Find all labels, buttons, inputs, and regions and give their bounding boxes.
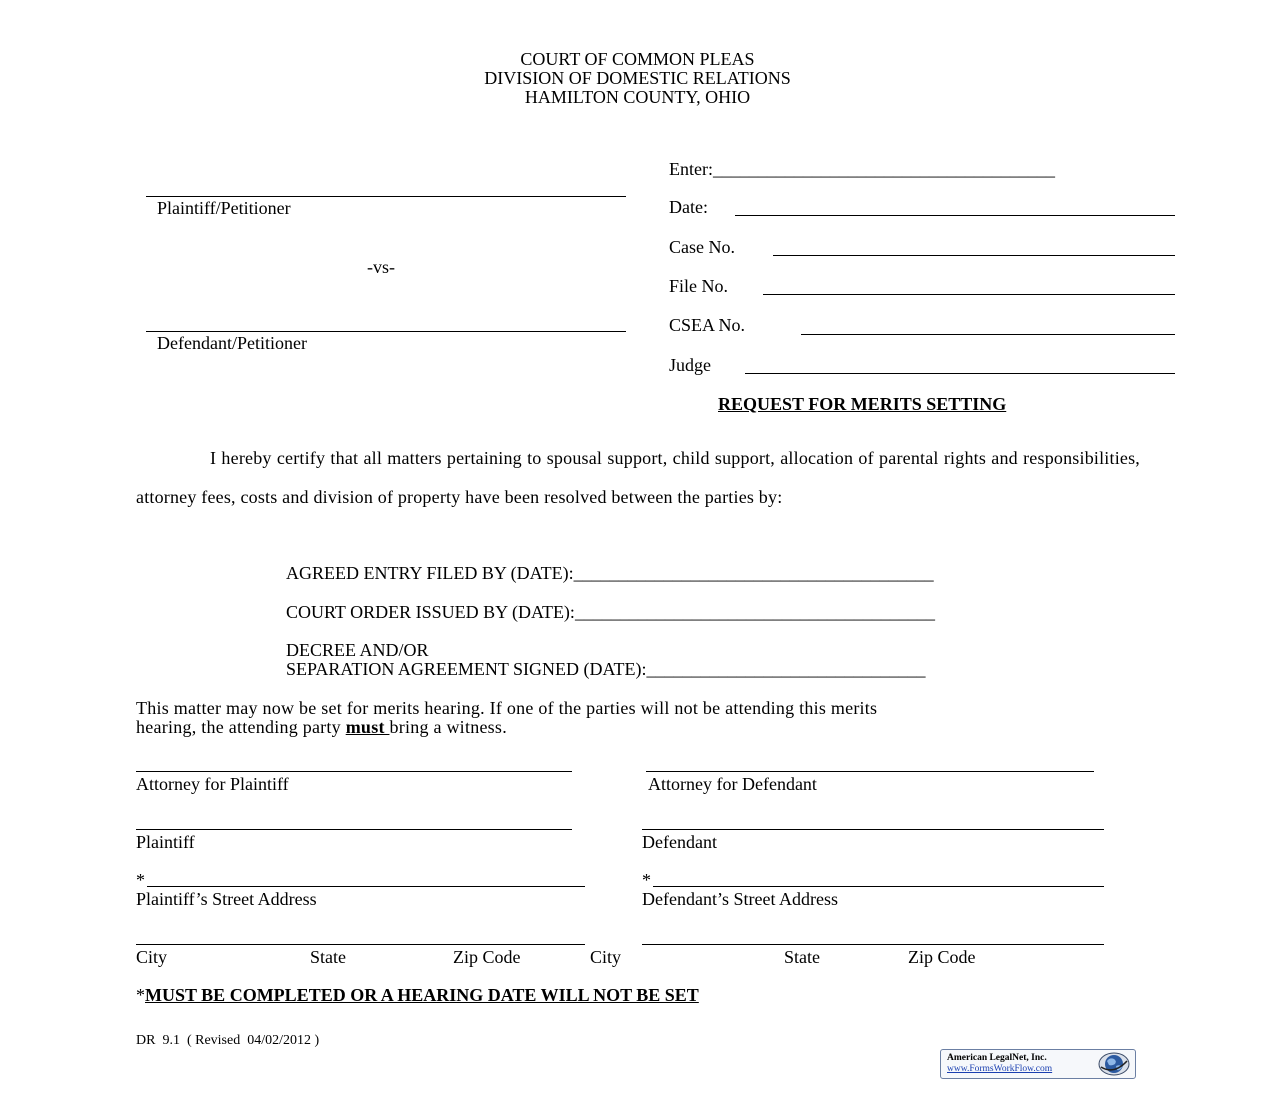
agreed-entry-label: AGREED ENTRY FILED BY (DATE):: [286, 563, 574, 583]
plaintiff-signature-line[interactable]: [136, 829, 572, 830]
vendor-name: American LegalNet, Inc.: [947, 1053, 1047, 1063]
plaintiff-signature-label: Plaintiff: [136, 832, 195, 852]
defendant-signature-line[interactable]: [642, 829, 1104, 830]
attorney-plaintiff-signature-line[interactable]: [136, 771, 572, 772]
attorney-defendant-label: Attorney for Defendant: [648, 774, 817, 794]
defendant-zip-label: Zip Code: [908, 947, 976, 967]
plaintiff-label: Plaintiff/Petitioner: [157, 198, 291, 218]
decree-blank: _______________________________: [646, 659, 926, 679]
must-emphasis: must: [345, 717, 390, 737]
plaintiff-address-line[interactable]: [147, 886, 585, 887]
decree-label-line1: DECREE AND/OR: [286, 640, 429, 660]
defendant-address-asterisk: *: [642, 870, 651, 890]
judge-label: Judge: [669, 355, 711, 375]
court-name: COURT OF COMMON PLEAS: [520, 49, 755, 69]
form-title: REQUEST FOR MERITS SETTING: [718, 394, 1007, 414]
judge-line[interactable]: [745, 373, 1175, 374]
defendant-state-label: State: [784, 947, 820, 967]
plaintiff-city-label: City: [136, 947, 168, 967]
vs-label: -vs-: [367, 257, 395, 277]
enter-field[interactable]: [669, 159, 1055, 180]
notice-line-2: [136, 717, 507, 738]
globe-icon: [1097, 1051, 1131, 1077]
enter-label: Enter:: [669, 159, 713, 179]
decree-field[interactable]: [286, 659, 926, 680]
court-order-field[interactable]: [286, 602, 935, 623]
agreed-entry-field[interactable]: [286, 563, 934, 584]
case-no-label: Case No.: [669, 237, 735, 257]
file-no-label: File No.: [669, 276, 729, 296]
certification-paragraph: [136, 439, 1140, 516]
csea-no-line[interactable]: [801, 334, 1175, 335]
court-order-blank: ________________________________________: [574, 602, 935, 622]
warning: [136, 985, 699, 1006]
plaintiff-state-label: State: [310, 947, 346, 967]
defendant-address-line[interactable]: [653, 886, 1104, 887]
defendant-name-line[interactable]: [146, 331, 626, 332]
plaintiff-name-line[interactable]: [146, 196, 626, 197]
file-no-line[interactable]: [763, 294, 1175, 295]
plaintiff-address-asterisk: *: [136, 870, 145, 890]
decree-label-line2: SEPARATION AGREEMENT SIGNED (DATE):: [286, 659, 647, 679]
notice-text-after: bring a witness.: [389, 717, 507, 737]
agreed-entry-blank: ________________________________________: [573, 563, 934, 583]
defendant-label: Defendant/Petitioner: [157, 333, 307, 353]
case-no-line[interactable]: [773, 255, 1175, 256]
csea-no-label: CSEA No.: [669, 315, 746, 335]
plaintiff-address-label: Plaintiff’s Street Address: [136, 889, 317, 909]
defendant-city-state-zip-line[interactable]: [642, 944, 1104, 945]
certification-text: I hereby certify that all matters pertaining to spousal support, child support, allocation of parental rights and responsibilities, attorney fees, costs and division of property have been resolved between the parties by:: [136, 448, 1140, 507]
defendant-address-label: Defendant’s Street Address: [642, 889, 838, 909]
county-name: HAMILTON COUNTY, OHIO: [524, 87, 751, 107]
defendant-signature-label: Defendant: [642, 832, 717, 852]
warning-asterisk: *: [136, 985, 145, 1005]
attorney-plaintiff-label: Attorney for Plaintiff: [136, 774, 289, 794]
notice-line-1: This matter may now be set for merits hearing. If one of the parties will not be attending this merits: [136, 698, 878, 718]
date-label: Date:: [669, 197, 708, 217]
court-order-label: COURT ORDER ISSUED BY (DATE):: [286, 602, 575, 622]
plaintiff-city-state-zip-line[interactable]: [136, 944, 585, 945]
notice-text-before: hearing, the attending party: [136, 717, 346, 737]
attorney-defendant-signature-line[interactable]: [646, 771, 1094, 772]
vendor-url[interactable]: www.FormsWorkFlow.com: [947, 1064, 1053, 1074]
warning-text: MUST BE COMPLETED OR A HEARING DATE WILL NOT BE SET: [145, 985, 699, 1005]
enter-blank: ______________________________________: [712, 159, 1055, 179]
defendant-city-label: City: [590, 947, 622, 967]
date-line[interactable]: [735, 215, 1175, 216]
division-name: DIVISION OF DOMESTIC RELATIONS: [484, 68, 791, 88]
form-id: DR 9.1 ( Revised 04/02/2012 ): [136, 1033, 320, 1048]
plaintiff-zip-label: Zip Code: [453, 947, 521, 967]
vendor-logo[interactable]: [940, 1049, 1136, 1079]
